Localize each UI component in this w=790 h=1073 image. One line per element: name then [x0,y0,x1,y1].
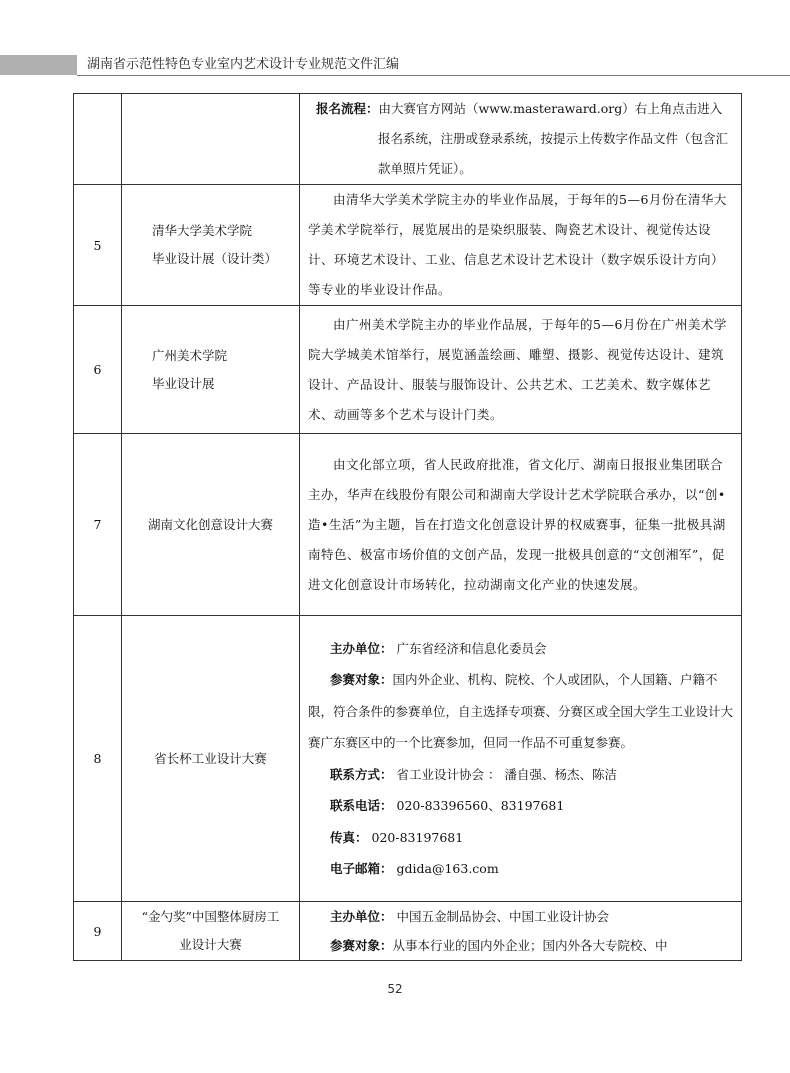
table-row [74,185,742,306]
row-number-cell: 9 [74,902,122,961]
phone-value: 020-83396560、83197681 [396,798,565,813]
row-number-cell: 6 [74,306,122,434]
contact-line [308,759,733,791]
registration-process [308,94,733,184]
competition-table [73,93,742,961]
competition-name [122,217,299,273]
row-number-cell: 5 [74,185,122,306]
email-value: gdida@163.com [396,861,499,876]
row-number-cell: 8 [74,616,122,902]
fax-label: 传真： [330,829,368,845]
participants-line [308,664,733,759]
participants-label: 参赛对象： [330,672,393,687]
name-line: 业设计大赛 [179,937,242,952]
table-row [74,94,742,185]
competition-name [122,342,299,398]
row-name-cell [122,434,300,616]
name-line: 广州美术学院 [152,347,228,363]
name-line: “金勺奖”中国整体厨房工 [141,909,280,924]
organizer-label: 主办单位： [330,909,393,924]
name-line: 清华大学美术学院 [152,223,253,238]
organizer-line [308,633,733,665]
table-row [74,306,742,434]
fax-value: 020-83197681 [371,829,464,845]
registration-text: 由大赛官方网站（www.masteraward.org）右上角点击进入报名系统，注册或登录系统，按提示上传数字作品文件（包含汇款单照片凭证）。 [378,101,729,176]
phone-line [308,790,733,822]
participants-line [308,931,733,960]
organizer-line [308,902,733,931]
description-text: 由清华大学美术学院主办的毕业作品展，于每年的5—6月份在清华大学美术学院举行，展览展出的是染织服装、陶瓷艺术设计、视觉传达设计、环境艺术设计、工业、信息艺术设计艺术设计（数字娱乐设计方向）等专业的毕业设计作品。 [308,192,727,297]
row-description-cell [300,902,742,961]
row-number-cell: 7 [74,434,122,616]
row-name-cell [122,185,300,306]
row-name-cell [122,306,300,434]
header-divider [77,75,790,76]
row-name-cell [122,94,300,185]
contact-label: 联系方式： [330,766,393,782]
table-row [74,616,742,902]
name-line: 毕业设计展 [152,375,215,391]
organizer-value: 广东省经济和信息化委员会 [396,640,547,656]
organizer-label: 主办单位： [330,640,393,656]
participants-label: 参赛对象： [330,938,393,953]
email-line [308,853,733,885]
table-row [74,902,742,961]
row-description-cell [300,434,742,616]
row-description-cell [300,306,742,434]
table-row [74,434,742,616]
competition-name: 省长杯工业设计大赛 [154,750,267,766]
name-line: 毕业设计展（设计类） [152,251,278,266]
organizer-value: 中国五金制品协会、中国工业设计协会 [396,909,610,924]
participants-value: 从事本行业的国内外企业；国内外各大专院校、中 [392,938,668,953]
row-description-cell [300,616,742,902]
row-name-cell [122,902,300,961]
registration-label: 报名流程： [316,101,379,116]
header-accent-bar [0,55,77,75]
row-number-cell [74,94,122,185]
contact-value: 省工业设计协会 ： 潘自强、杨杰、陈洁 [396,766,617,782]
document-title: 湖南省示范性特色专业室内艺术设计专业规范文件汇编 [87,57,400,72]
row-description-cell [300,94,742,185]
participants-value: 国内外企业、机构、院校、个人或团队，个人国籍、户籍不限，符合条件的参赛单位，自主选择专项赛、分赛区或全国大学生工业设计大赛广东赛区中的一个比赛参加，但同一作品不可重复参赛。 [308,672,734,750]
phone-label: 联系电话： [330,798,393,813]
competition-name: 湖南文化创意设计大赛 [147,516,273,532]
row-name-cell [122,616,300,902]
description-text: 由广州美术学院主办的毕业作品展，于每年的5—6月份在广州美术学院大学城美术馆举行，展览涵盖绘画、雕塑、摄影、视觉传达设计、建筑设计、产品设计、服装与服饰设计、公共艺术、工艺美术、数字媒体艺术、动画等多个艺术与设计门类。 [308,316,727,422]
page-number: 52 [387,982,403,996]
row-description-cell [300,185,742,306]
fax-line [308,822,733,854]
competition-name [122,903,299,959]
email-label: 电子邮箱： [330,861,393,876]
description-text: 由文化部立项，省人民政府批准，省文化厅、湖南日报报业集团联合主办，华声在线股份有限公司和湖南大学设计艺术学院联合承办，以“创•造•生活”为主题，旨在打造文化创意设计界的权威赛事，征集一批极具湖南特色、极富市场价值的文创产品，发现一批极具创意的“文创湘军”，促进文化创意设计市场转化，拉动湖南文化产业的快速发展。 [308,456,726,592]
